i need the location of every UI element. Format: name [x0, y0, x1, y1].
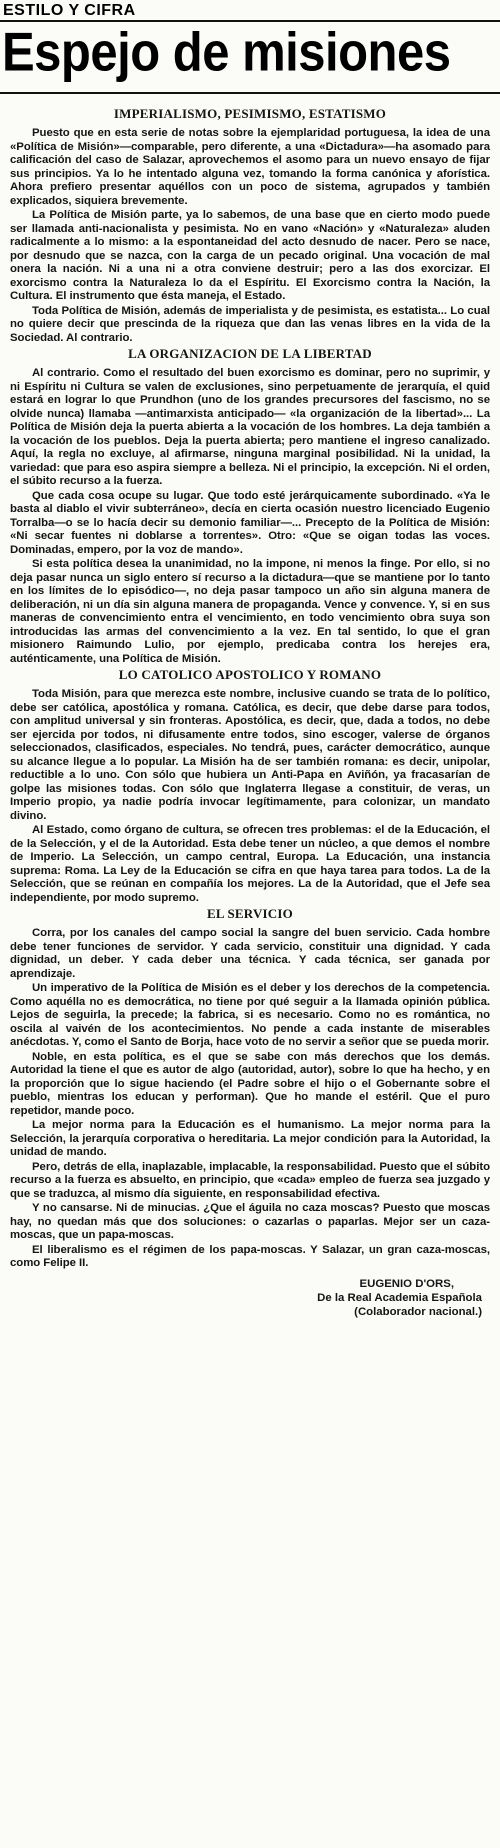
section-kicker: ESTILO Y CIFRA — [3, 2, 136, 19]
paragraph: La Política de Misión parte, ya lo sabemos, de una base que en cierto modo puede ser llamada anti-nacionalista y pesimista. No en vano «Nación» y «Naturaleza» aluden radicalmente a lo mismo: a la espontaneidad del acto desnudo de nacer. Pero se nace, por desnudo que se nazca, con la carga de un pecado original. Una vocación de mal onera la nación. Ni a una ni a otra conviene destruir; pero a las dos exorcizar. El exorcismo contra la Naturaleza lo da el Espíritu. El Exorcismo contra la Nación, la Cultura. El instrumento que ésta maneja, el Estado. — [10, 209, 490, 302]
paragraph: Noble, en esta política, es el que se sabe con más derechos que los demás. Autoridad la tiene el que es autor de algo (autoridad, autor), sobre lo que ha hecho, y en la proporción que lo sigue haciendo (el Padre sobre el hijo o el Gobernante sobre el pueblo, mientras los educan y performan). Que ho mande el estéril. Que el puro repetidor, mande poco. — [10, 1050, 490, 1117]
paragraph: Un imperativo de la Política de Misión es el deber y los derechos de la competencia. Como aquélla no es democrática, no tiene por qué seguir a la llamada opinión pública. Lejos de seguirla, la precede; la fabrica, si es necesario. Como no es romántica, no oscila al vaivén de los acontecimientos. No pende a cada instante de miserables anécdotas. Y, como el Santo de Borja, hace voto de no servir a señor que se pueda morir. — [10, 982, 490, 1048]
author-affiliation: De la Real Academia Española — [317, 1291, 482, 1304]
author-role: (Colaborador nacional.) — [354, 1305, 482, 1318]
paragraph: Toda Política de Misión, además de imperialista y de pesimista, es estatista... Lo cual no quiere decir que prescinda de la riqueza que dan las venas libres en la vida de la Sociedad. Al contrario. — [10, 304, 490, 344]
author-signature — [10, 1277, 490, 1319]
paragraph: Puesto que en esta serie de notas sobre la ejemplaridad portuguesa, la idea de una «Política de Misión»—comparable, pero diferente, a una «Dictadura»—ha asomado para calificación del caso de Salazar, aprovechemos el asomo para un nuevo ensayo de fijar sus principios. Ya lo he intentado alguna vez, tomando la forma canónica y aforística. Ahora prefiero presentar aquéllos con un poco de sistema, agrupados y también explicados, siquiera brevemente. — [10, 127, 490, 207]
section-heading: LO CATOLICO APOSTOLICO Y ROMANO — [118, 667, 382, 682]
paragraph: Pero, detrás de ella, inaplazable, implacable, la responsabilidad. Puesto que el súbito recurso a la fuerza es absuelto, en principio, que «cada» empleo de fuerza sea juzgado y que se traduzca, al mismo día siguiente, en responsabilidad efectiva. — [10, 1160, 490, 1200]
section-imperialismo — [10, 106, 490, 345]
author-name: EUGENIO D'ORS, — [359, 1277, 454, 1290]
paragraph: Y no cansarse. Ni de minucias. ¿Que el águila no caza moscas? Puesto que moscas hay, no quedan más que dos soluciones: o cazarlas o paparlas. Mejor ser un caza-moscas, que un papa-moscas. — [10, 1202, 490, 1241]
section-heading: LA ORGANIZACION DE LA LIBERTAD — [128, 346, 372, 361]
paragraph: Toda Misión, para que merezca este nombre, inclusive cuando se trata de lo político, debe ser católica, apostólica y romana. Católica, es decir, que debe darse para todos, con amplitud universal y sin fronteras. Apostólica, es decir, que, dada a todos, no debe ser ejercida por todos, ni difusamente entre todos, sino escoger, valerse de órganos seleccionados, clasificados, especiales. No tendrá, pues, carácter democrático, aunque su alcance llegue a lo popular. La Misión ha de ser también romana: es decir, unipolar, reductible a lo uno. Con sólo que hubiera un Anti-Papa en Aviñón, ya fracasarían de golpe las misiones todas. Con sólo que Inglaterra llegase a constituir, de veras, un Imperio propio, ya nadie podría invocar legítimamente, para colonizar, un mandato divino. — [10, 688, 490, 822]
paragraph: Que cada cosa ocupe su lugar. Que todo esté jerárquicamente subordinado. «Ya le basta al diablo el vivir subterráneo», decía en cierta ocasión nuestro licenciado Eugenio Torralba—o se lo hacía decir su demonio familiar—... Precepto de la Política de Misión: «Ni secar fuentes ni doblarse a torrentes». Otro: «Que se oigan todas las voces. Dominadas, empero, por la voz de mando». — [10, 489, 490, 556]
paragraph: Al contrario. Como el resultado del buen exorcismo es dominar, pero no suprimir, y ni Espíritu ni Cultura se valen de exclusiones, sino perpetuamente de jerarquía, el quid estará en lograr lo que Prundhon (uno de los grandes precursores del fascismo, no se olvide nunca) llamaba —antimarxista anticipado— «la organización de la libertad»... La Política de Misión deja la puerta abierta a la vocación de los hombres. La deja también a la vocación de los pueblos. Deja la puerta abierta; pero mantiene el ingreso canalizado. Aquí, la regla no excluye, al afirmarse, ninguna marginal posibilidad. Ni la unidad, la variedad: que para eso aspira siempre a belleza. Ni el principio, la excepción. Ni el orden, el súbito recurso a la fuerza. — [10, 367, 490, 487]
section-heading: IMPERIALISMO, PESIMISMO, ESTATISMO — [113, 106, 387, 121]
article-headline: Espejo de misiones — [2, 22, 451, 83]
section-organizacion — [10, 346, 490, 666]
article-body — [0, 106, 500, 1846]
paragraph: El liberalismo es el régimen de los papa-moscas. Y Salazar, un gran caza-moscas, como Felipe II. — [10, 1243, 490, 1269]
paragraph: Corra, por los canales del campo social la sangre del buen servicio. Cada hombre debe tener funciones de servidor. Y cada servicio, constituir una dignidad. Y cada dignidad, un deber. Y cada deber una técnica. Y cada técnica, ser ganada por aprendizaje. — [10, 927, 490, 980]
paragraph: Si esta política desea la unanimidad, no la impone, ni menos la finge. Por ello, si no deja pasar nunca un siglo entero sí recurso a la dictadura—que se mantiene por lo tanto en los límites de lo episódico—, no deja pasar tampoco un año sin alguna manera de deliberación, ni un día sin alguna manera de propaganda. Vence y convence. Y, si en sus maneras de convencimiento entra el vencimiento, en todo vencimiento obra suya son introducidas las armas del convencimiento a la vez. En tal sentido, lo que el gran misionero Raimundo Lulio, por ejemplo, predicaba contra los herejes era, auténticamente, una Política de Misión. — [10, 558, 490, 665]
section-heading: EL SERVICIO — [207, 906, 293, 921]
paragraph: La mejor norma para la Educación es el humanismo. La mejor norma para la Selección, la jerarquía corporativa o hereditaria. La mejor condición para la Autoridad, la unidad de mando. — [10, 1119, 490, 1158]
section-catolico — [10, 667, 490, 905]
headline-rule — [0, 92, 500, 94]
section-servicio — [10, 906, 490, 1271]
paragraph: Al Estado, como órgano de cultura, se ofrecen tres problemas: el de la Educación, el de la Selección, y el de la Autoridad. Esta debe tener un núcleo, a que demos el nombre de Imperio. La Selección, un campo central, Europa. La Educación, una instancia suprema: Roma. La Ley de la Educación se cifra en que haya tarea para todos. La de la Selección, que se reúnan en compañía los mejores. La de la Autoridad, que el Jefe sea independiente, por modo supremo. — [10, 824, 490, 904]
